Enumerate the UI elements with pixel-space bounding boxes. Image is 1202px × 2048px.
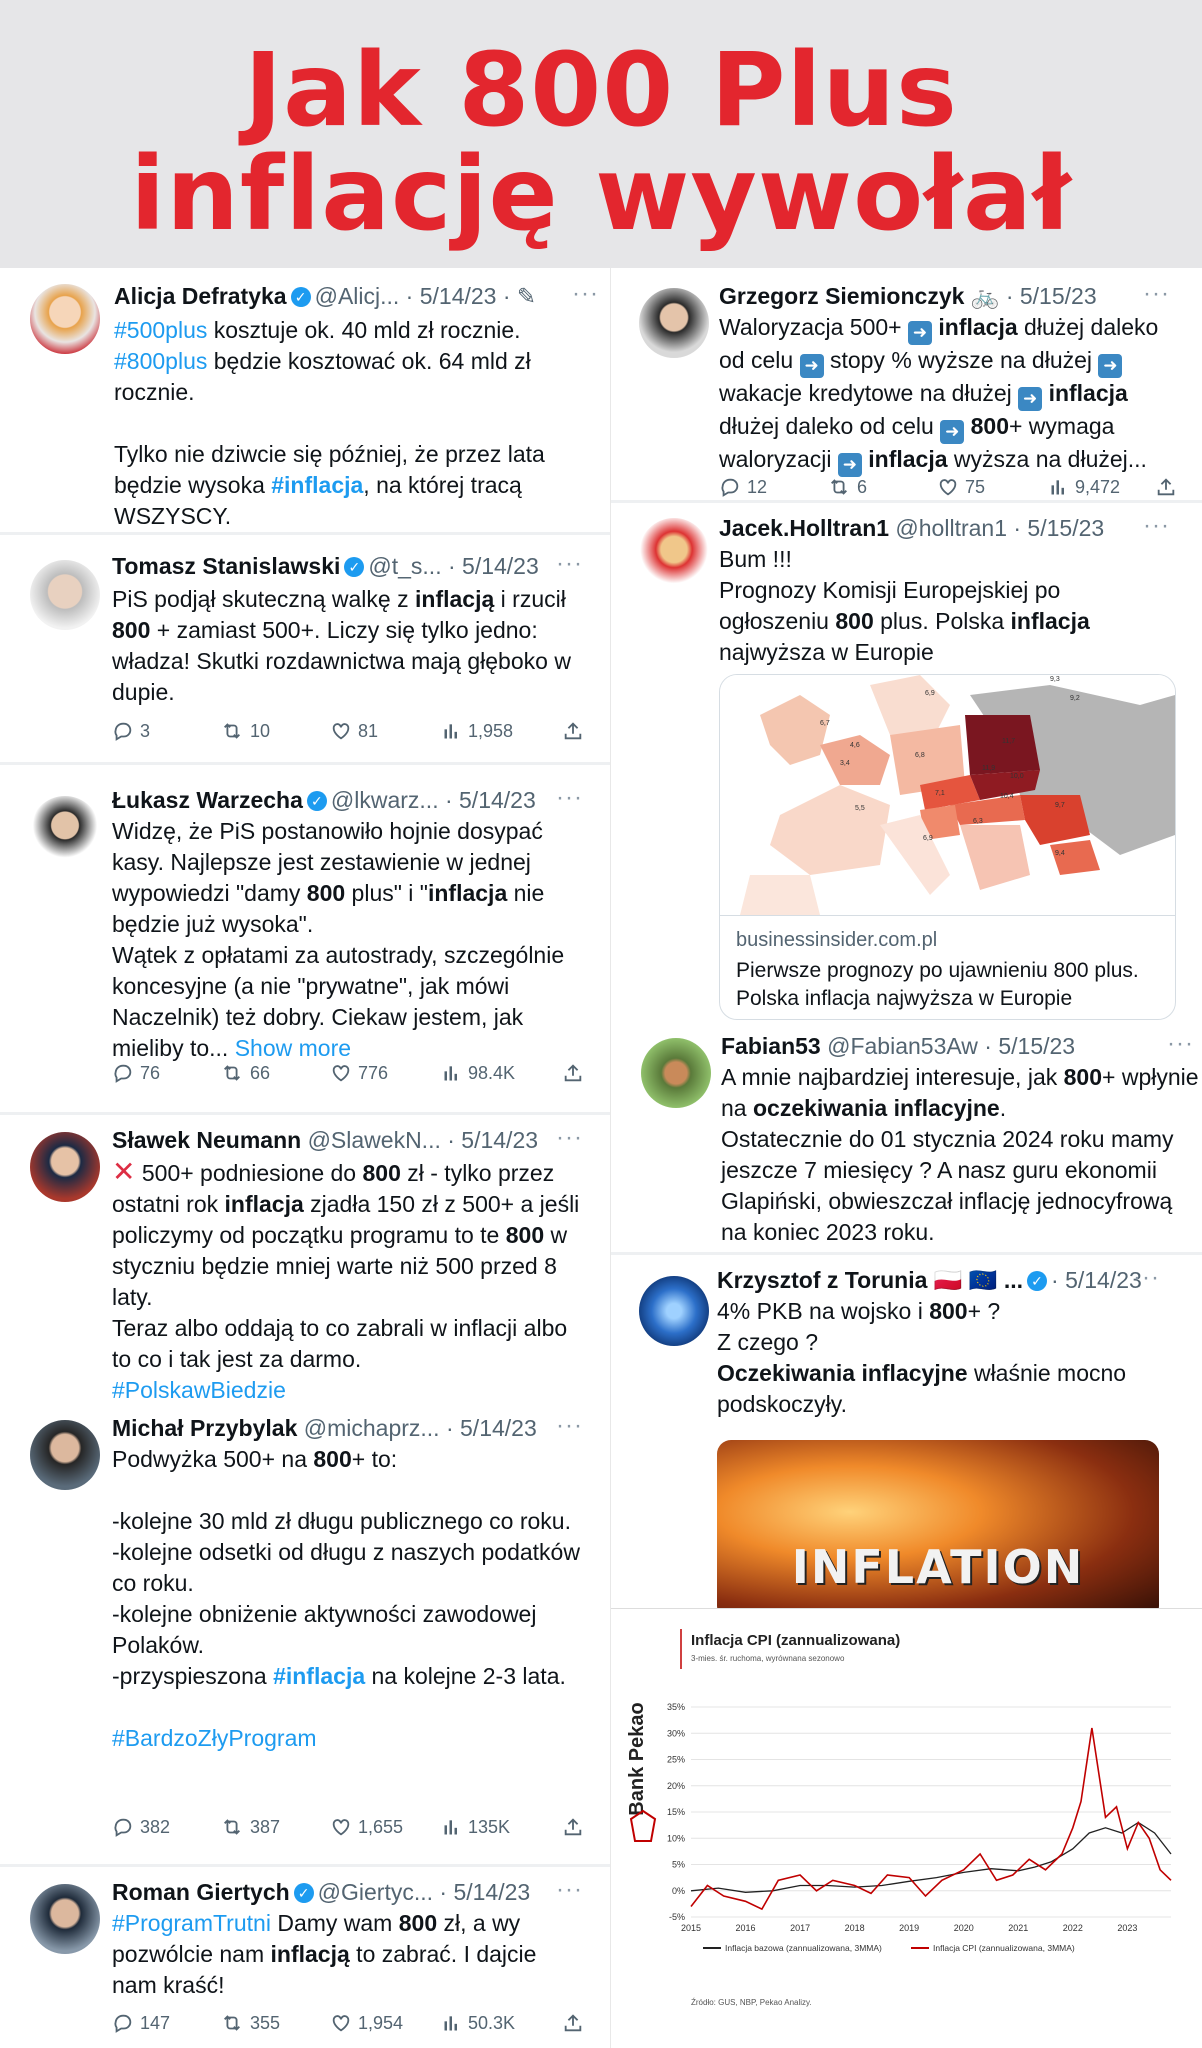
- x-tick-label: 2018: [844, 1923, 865, 1933]
- share-button[interactable]: [1155, 476, 1183, 498]
- more-options-icon[interactable]: ···: [556, 1124, 583, 1151]
- like-button[interactable]: [330, 1062, 388, 1084]
- reply-count: 3: [140, 721, 151, 741]
- avatar[interactable]: [30, 1132, 100, 1202]
- tweet-krzysztof[interactable]: [611, 1258, 1202, 1608]
- series-line-1: [691, 1823, 1171, 1893]
- reply-count: 12: [747, 477, 768, 497]
- tweet-header: [112, 1126, 538, 1154]
- more-options-icon[interactable]: ···: [1133, 1264, 1160, 1291]
- author-name[interactable]: Jacek.Holltran1: [719, 515, 890, 541]
- cpi-chart-svg: [611, 1609, 1202, 2048]
- tweet-header: [719, 514, 1104, 542]
- map-value-label: 5,5: [855, 805, 865, 812]
- reply-button[interactable]: [112, 1816, 170, 1838]
- avatar[interactable]: [639, 288, 709, 358]
- tweet-divider: [0, 1112, 610, 1115]
- views-count: 1,958: [468, 721, 514, 741]
- author-handle-date: @holltran1 · 5/15/23: [895, 515, 1105, 541]
- y-tick-label: 35%: [666, 1702, 685, 1712]
- inflation-fire-image[interactable]: [717, 1440, 1159, 1620]
- avatar[interactable]: [639, 518, 709, 588]
- author-handle-date: @Fabian53Aw · 5/15/23: [827, 1033, 1076, 1059]
- tweet-header: [719, 282, 1097, 310]
- y-tick-label: 25%: [666, 1754, 685, 1765]
- tweet-header: [112, 786, 536, 814]
- map-value-label: 6,9: [925, 690, 935, 697]
- share-button[interactable]: [562, 1062, 590, 1084]
- more-options-icon[interactable]: ···: [1143, 512, 1170, 539]
- card-title[interactable]: Pierwsze prognozy po ujawnieniu 800 plus. Polska inflacja najwyższa w Europie: [736, 959, 1139, 1010]
- retweet-button[interactable]: [220, 720, 270, 742]
- map-value-label: 11,7: [1002, 738, 1016, 745]
- reply-button[interactable]: [112, 1062, 160, 1084]
- author-handle-date: @SlawekN... · 5/14/23: [307, 1127, 539, 1153]
- author-name[interactable]: Łukasz Warzecha: [112, 787, 303, 813]
- y-tick-label: 10%: [666, 1833, 685, 1844]
- author-handle-date: · 5/15/23: [1005, 283, 1097, 309]
- tweet-body: A mnie najbardziej interesuje, jak 800+ wpłynie na oczekiwania inflacyjne. Ostatecznie do 01 stycznia 2024 roku mamy jeszcze 7 miesięcy ? A nasz guru ekonomii Glapiński, obwieszczał inflację jednocyfrową na koniec 2023 roku.: [721, 1064, 1199, 1245]
- views-count: 135K: [468, 1817, 511, 1837]
- share-button[interactable]: [562, 1816, 590, 1838]
- reply-button[interactable]: [719, 476, 767, 498]
- like-button[interactable]: [330, 1816, 403, 1838]
- author-name[interactable]: Tomasz Stanislawski: [112, 553, 341, 579]
- meme-title-banner: [0, 0, 1202, 268]
- tweet-header: [112, 1878, 530, 1906]
- verified-icon: ✓: [344, 557, 364, 577]
- retweet-count: 10: [250, 721, 271, 741]
- brand-strip: [621, 1619, 665, 2039]
- x-tick-label: 2017: [790, 1923, 811, 1933]
- chart-title: Inflacja CPI (zannualizowana): [691, 1632, 901, 1649]
- views-count: 9,472: [1075, 477, 1121, 497]
- x-tick-label: 2015: [680, 1923, 702, 1933]
- author-handle-date: @Giertyc... · 5/14/23: [317, 1879, 531, 1905]
- like-button[interactable]: [330, 2012, 403, 2034]
- tweet-divider: [0, 762, 610, 765]
- tweet-divider: [0, 532, 610, 535]
- like-button[interactable]: [937, 476, 985, 498]
- avatar[interactable]: [30, 284, 100, 354]
- like-count: 81: [358, 721, 379, 741]
- x-tick-label: 2019: [899, 1923, 920, 1933]
- reply-button[interactable]: [112, 720, 150, 742]
- more-options-icon[interactable]: ···: [556, 1876, 583, 1903]
- views-button[interactable]: [442, 2012, 515, 2034]
- y-tick-label: 5%: [671, 1859, 685, 1870]
- x-tick-label: 2020: [953, 1923, 974, 1933]
- author-handle-date: @t_s... · 5/14/23: [368, 553, 539, 579]
- x-tick-label: 2021: [1008, 1923, 1029, 1933]
- share-button[interactable]: [562, 720, 590, 742]
- map-value-label: 3,4: [840, 760, 850, 767]
- title-line-2: inflację wywołał: [130, 135, 1072, 254]
- tweet-body: Bum !!! Prognozy Komisji Europejskiej po ogłoszeniu 800 plus. Polska inflacja najwyższa w Europie: [719, 546, 1090, 665]
- tweet-slawek[interactable]: [0, 1116, 610, 1406]
- author-handle-date: @Alicj... · 5/14/23 · ✎: [314, 283, 537, 309]
- more-options-icon[interactable]: ···: [1167, 1030, 1194, 1057]
- series-line-2: [691, 1728, 1171, 1909]
- author-name[interactable]: Alicja Defratyka: [114, 283, 287, 309]
- tweet-body: PiS podjął skuteczną walkę z inflacją i rzucił 800 + zamiast 500+. Liczy się tylko jedno: władza! Skutki rozdawnictwa mają głęboko w dupie.: [112, 586, 571, 705]
- europe-inflation-map: [720, 675, 1175, 915]
- retweet-button[interactable]: [220, 1816, 280, 1838]
- author-name[interactable]: Sławek Neumann: [112, 1127, 302, 1153]
- like-count: 1,954: [358, 2013, 404, 2033]
- title-line-1: Jak 800 Plus: [244, 31, 958, 150]
- tweet-header: [112, 552, 539, 580]
- tweet-actions: [112, 2012, 590, 2042]
- views-count: 98.4K: [468, 1063, 516, 1083]
- map-value-label: 6,7: [820, 720, 830, 727]
- share-button[interactable]: [562, 2012, 590, 2034]
- retweet-button[interactable]: [827, 476, 867, 498]
- author-handle-date: @michaprz... · 5/14/23: [303, 1415, 537, 1441]
- reply-count: 147: [140, 2013, 171, 2033]
- tweet-body: #ProgramTrutni Damy wam 800 zł, a wy pozwólcie nam inflacją to zabrać. I dajcie nam kraść!: [112, 1910, 537, 1998]
- avatar[interactable]: [30, 1884, 100, 1954]
- author-handle-date: · 5/14/23: [1051, 1267, 1142, 1293]
- author-name[interactable]: Roman Giertych: [112, 1879, 290, 1905]
- like-count: 776: [358, 1063, 389, 1083]
- link-card[interactable]: [719, 674, 1176, 1020]
- more-options-icon[interactable]: ···: [556, 550, 583, 577]
- map-value-label: 4,6: [850, 742, 860, 749]
- chart-subtitle: 3-mies. śr. ruchoma, wyrównana sezonowo: [691, 1654, 845, 1663]
- avatar[interactable]: [30, 560, 100, 630]
- retweet-button[interactable]: [220, 2012, 280, 2034]
- map-value-label: 10,0: [1010, 773, 1024, 780]
- reply-count: 382: [140, 1817, 171, 1837]
- bank-brand: Bank Pekao: [626, 1702, 648, 1816]
- verified-icon: ✓: [307, 791, 327, 811]
- author-handle-date: @lkwarz... · 5/14/23: [330, 787, 536, 813]
- card-domain[interactable]: businessinsider.com.pl: [736, 929, 938, 951]
- tweet-divider: [0, 1864, 610, 1867]
- legend-label: Inflacja bazowa (zannualizowana, 3MMA): [725, 1943, 882, 1953]
- tweet-roman[interactable]: [0, 1870, 610, 2048]
- tweet-header: [721, 1032, 1075, 1060]
- left-tweet-column: [0, 268, 610, 2048]
- retweet-count: 355: [250, 2013, 281, 2033]
- retweet-count: 387: [250, 1817, 281, 1837]
- tweet-body: Widzę, że PiS postanowiło hojnie dosypać kasy. Najlepsze jest zestawienie w jednej wypowiedzi "damy 800 plus" i "inflacja nie będzie już wysoka". Wątek z opłatami za autostrady, szczególnie koncesyjne (a nie "prywatne", jak mówi Naczelnik) też dobry. Ciekaw jestem, jak mieliby to... Show more: [112, 818, 565, 1061]
- x-tick-label: 2023: [1117, 1923, 1138, 1933]
- more-options-icon[interactable]: ···: [572, 280, 599, 307]
- retweet-count: 66: [250, 1063, 271, 1083]
- tweet-body: Waloryzacja 500+ ➜ inflacja dłużej daleko od celu ➜ stopy % wyższe na dłużej ➜ wakacje kredytowe na dłużej ➜ inflacja dłużej daleko od celu ➜ 800+ wymaga waloryzacji ➜ inflacja wyższa na dłużej...: [719, 312, 1189, 477]
- tweet-jacek[interactable]: [611, 508, 1202, 1038]
- tweet-actions: [112, 720, 590, 750]
- avatar[interactable]: [30, 796, 100, 866]
- author-name[interactable]: Michał Przybylak: [112, 1415, 298, 1441]
- tweet-actions: [112, 1062, 590, 1092]
- map-value-label: 11,9: [982, 765, 996, 772]
- views-button[interactable]: [442, 1062, 515, 1084]
- verified-icon: ✓: [294, 1883, 314, 1903]
- bank-pekao-chart: [611, 1608, 1202, 2048]
- map-value-label: 7,1: [935, 790, 945, 797]
- map-value-label: 6,9: [923, 835, 933, 842]
- map-value-label: 6,8: [915, 752, 925, 759]
- more-options-icon[interactable]: ···: [556, 784, 583, 811]
- retweet-count: 6: [857, 477, 868, 497]
- y-tick-label: 30%: [666, 1728, 685, 1739]
- map-value-label: 9,4: [1055, 850, 1065, 857]
- tweet-grzegorz[interactable]: [611, 278, 1202, 496]
- views-button[interactable]: [1049, 476, 1120, 498]
- author-name[interactable]: Krzysztof z Torunia 🇵🇱 🇪🇺 ...: [717, 1267, 1024, 1293]
- views-count: 50.3K: [468, 2013, 516, 2033]
- y-tick-label: 15%: [666, 1807, 685, 1817]
- author-name[interactable]: Fabian53: [721, 1033, 821, 1059]
- avatar[interactable]: [639, 1276, 709, 1346]
- tweet-header: [717, 1266, 1142, 1294]
- map-value-label: 10,4: [1000, 793, 1014, 800]
- author-name[interactable]: Grzegorz Siemionczyk 🚲: [719, 283, 1000, 309]
- chart-source: Źródło: GUS, NBP, Pekao Analizy.: [691, 1998, 812, 2007]
- tweet-divider: [611, 500, 1202, 503]
- tweet-header: [114, 282, 536, 310]
- y-tick-label: 20%: [666, 1780, 685, 1791]
- retweet-button[interactable]: [220, 1062, 270, 1084]
- map-value-label: 6,3: [973, 818, 983, 825]
- like-count: 1,655: [358, 1817, 404, 1837]
- like-button[interactable]: [330, 720, 378, 742]
- y-tick-label: 0%: [671, 1885, 685, 1896]
- tweet-body: ✕ 500+ podniesione do 800 zł - tylko przez ostatni rok inflacja zjadła 150 zł z 500+ a jeśli policzymy od początku programu to te 800 w styczniu będzie mniej warte niż 500 przed 8 laty. Teraz albo oddają to co zabrali w inflacji albo to co i tak jest za darmo. #PolskawBiedzie: [112, 1156, 580, 1403]
- more-options-icon[interactable]: ···: [556, 1412, 583, 1439]
- x-tick-label: 2016: [735, 1923, 756, 1933]
- tweet-actions: [112, 1816, 590, 1846]
- avatar[interactable]: [641, 1038, 711, 1108]
- tweet-michal[interactable]: [0, 1408, 610, 1837]
- like-count: 75: [965, 477, 986, 497]
- tweet-body: #500plus kosztuje ok. 40 mld zł rocznie. #800plus będzie kosztować ok. 64 mld zł rocznie. Tylko nie dziwcie się później, że przez lata będzie wysoka #inflacja, na której tracą WSZYSCY.: [114, 317, 545, 529]
- inflation-image-text: INFLATION: [791, 1540, 1085, 1594]
- avatar[interactable]: [30, 1420, 100, 1490]
- map-value-label: 9,3: [1050, 676, 1060, 683]
- tweet-body: Podwyżka 500+ na 800+ to: -kolejne 30 mld zł długu publicznego co roku. -kolejne odsetki od długu z naszych podatków co roku. -kolejne obniżenie aktywności zawodowej Polaków. -przyspieszona #inflacja na kolejne 2-3 lata. #BardzoZłyProgram: [112, 1446, 580, 1751]
- verified-icon: ✓: [291, 287, 311, 307]
- verified-icon: ✓: [1027, 1271, 1047, 1291]
- views-button[interactable]: [442, 720, 513, 742]
- tweet-lukasz[interactable]: [0, 776, 610, 1098]
- tweet-body: 4% PKB na wojsko i 800+ ? Z czego ? Oczekiwania inflacyjne właśnie mocno podskoczyły.: [717, 1298, 1127, 1417]
- more-options-icon[interactable]: ···: [1143, 280, 1170, 307]
- legend-label: Inflacja CPI (zannualizowana, 3MMA): [933, 1943, 1075, 1953]
- map-value-label: 9,7: [1055, 802, 1065, 809]
- y-tick-label: -5%: [668, 1912, 685, 1922]
- tweet-fabian[interactable]: [611, 1028, 1202, 1245]
- right-tweet-column: [610, 268, 1202, 2048]
- views-button[interactable]: [442, 1816, 510, 1838]
- x-tick-label: 2022: [1062, 1923, 1083, 1933]
- map-value-label: 9,2: [1070, 695, 1080, 702]
- tweet-divider: [611, 1252, 1202, 1255]
- tweet-header: [112, 1414, 537, 1442]
- reply-count: 76: [140, 1063, 161, 1083]
- tweet-alicja[interactable]: [0, 268, 610, 532]
- reply-button[interactable]: [112, 2012, 170, 2034]
